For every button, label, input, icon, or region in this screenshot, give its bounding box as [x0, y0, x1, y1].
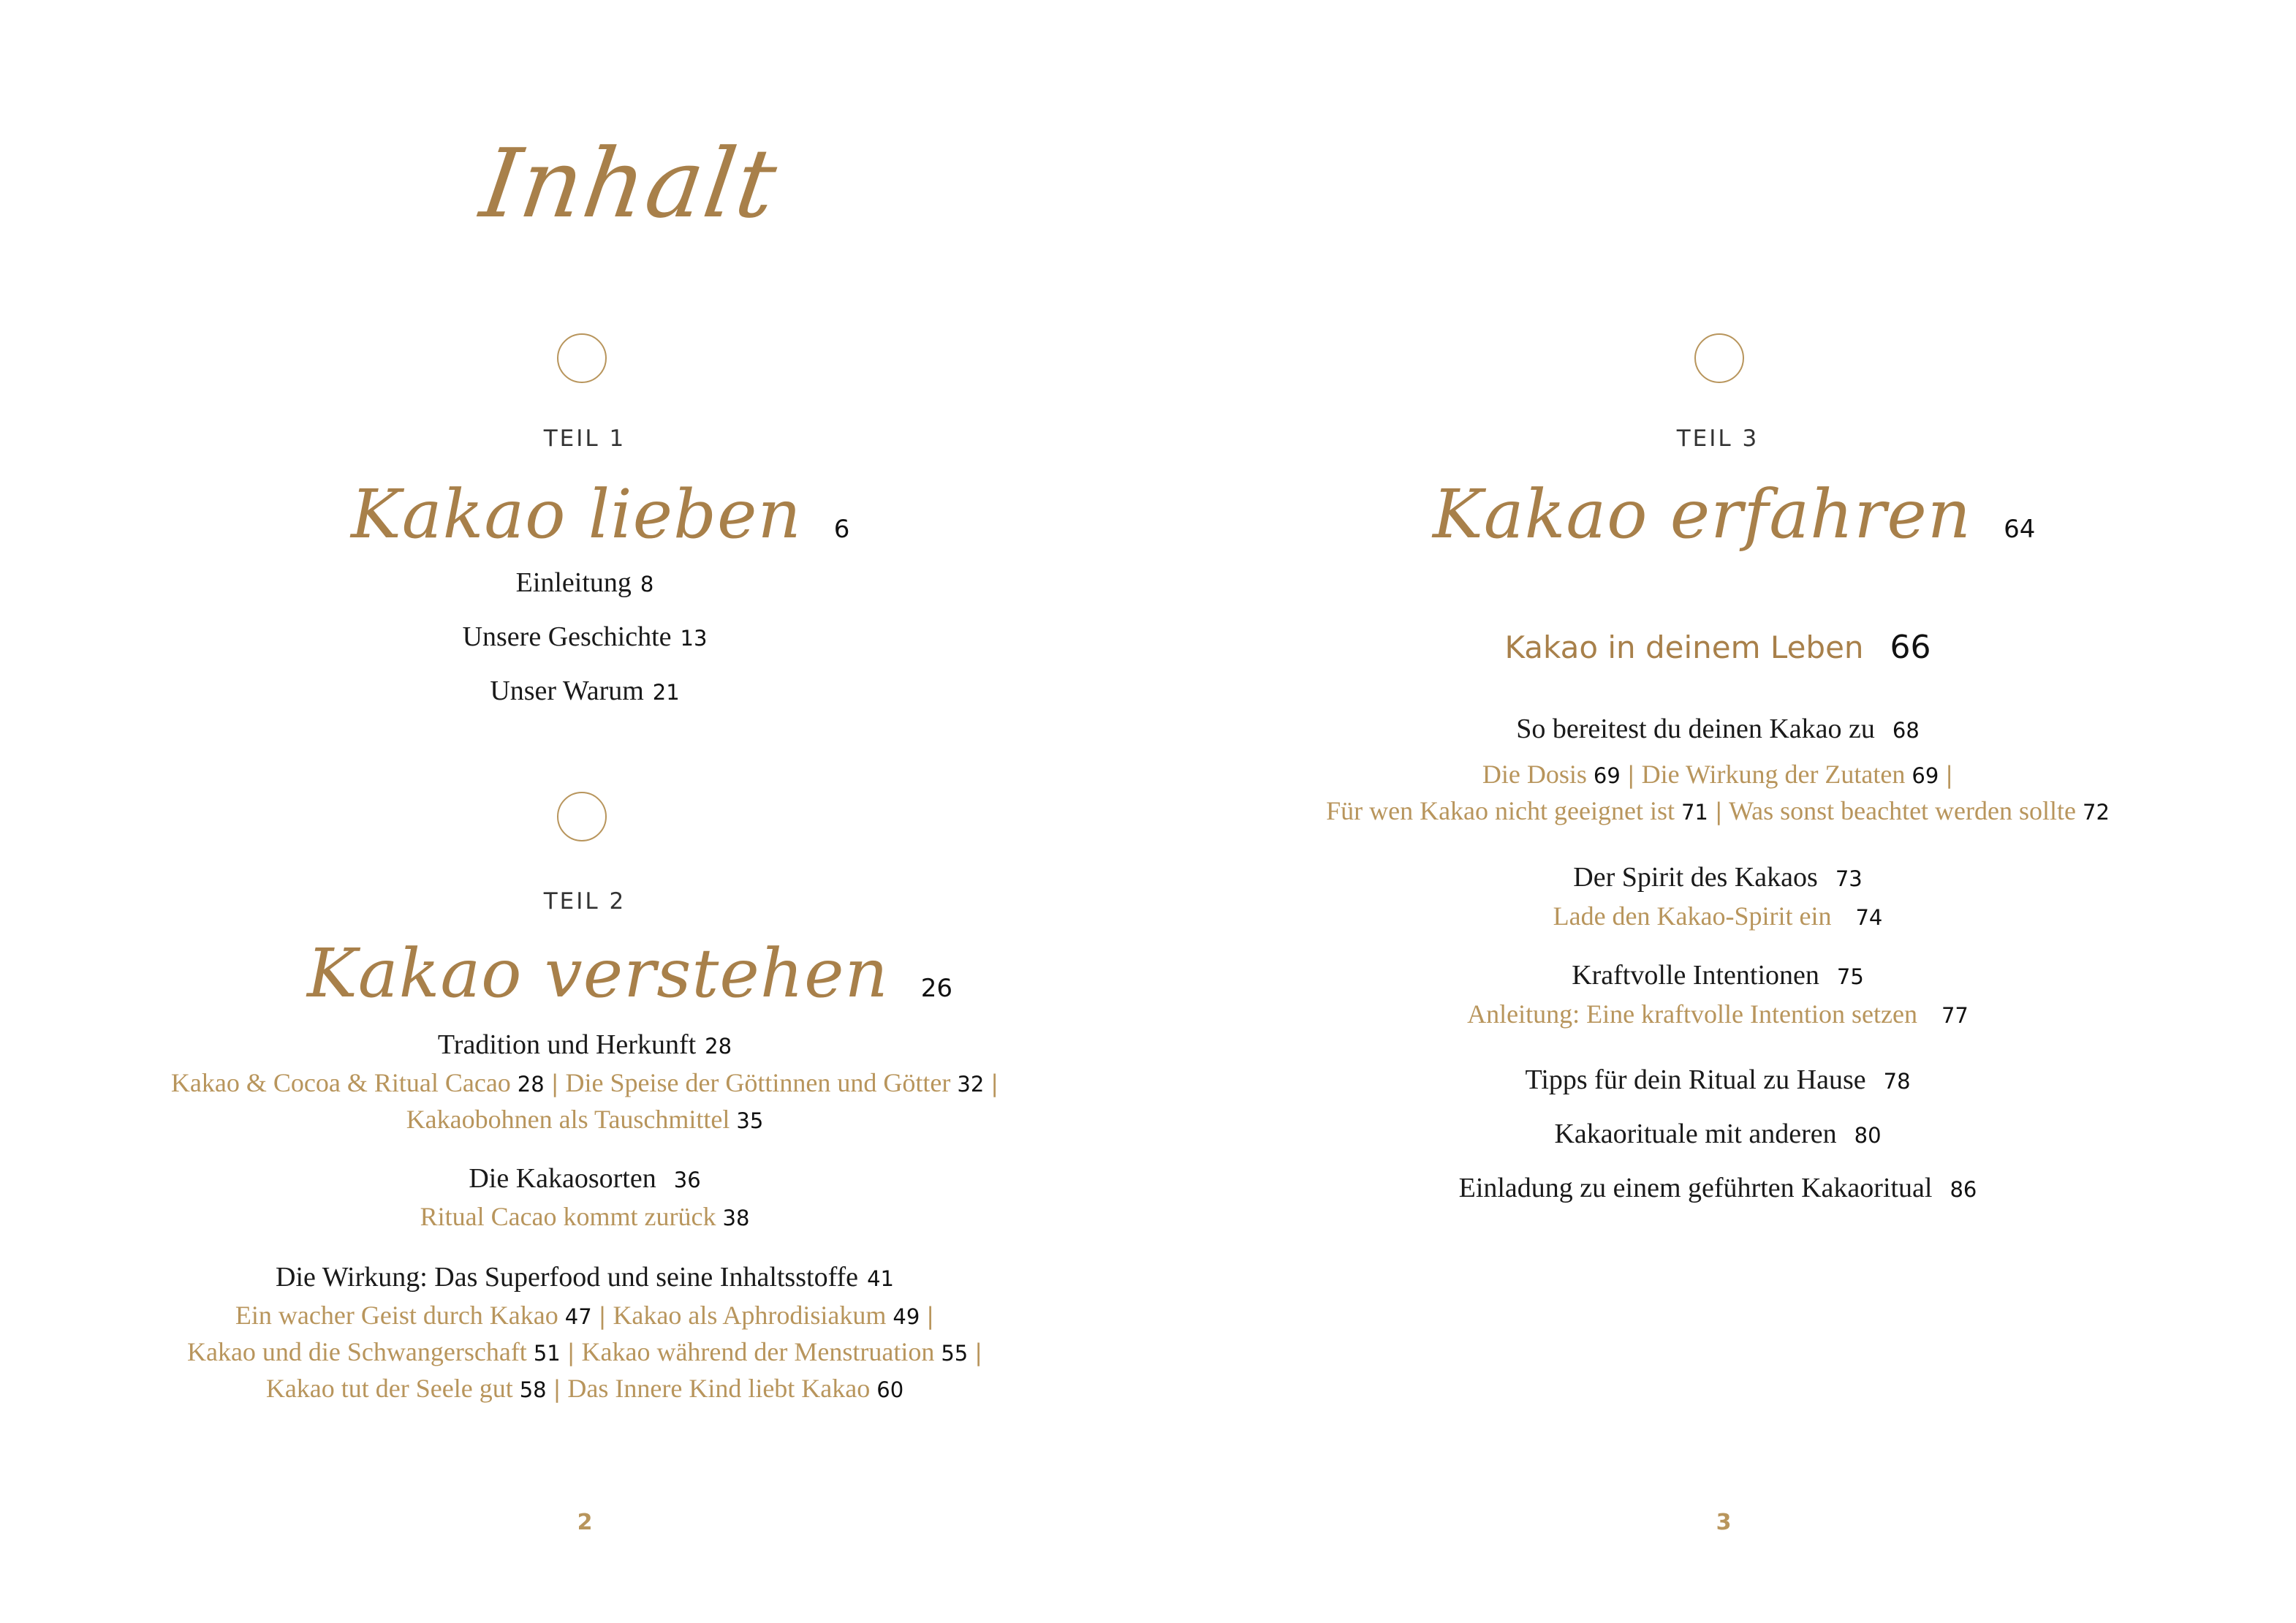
- entry-page: 8: [640, 572, 654, 597]
- subentry-page: 58: [519, 1377, 547, 1402]
- subentry-label[interactable]: Kakao als Aphrodisiakum: [613, 1301, 887, 1330]
- subentry-label[interactable]: Die Speise der Göttinnen und Götter: [565, 1068, 951, 1097]
- toc-entry[interactable]: [1389, 713, 2047, 745]
- section-page: 66: [1890, 629, 1931, 666]
- subentry-label[interactable]: Ritual Cacao kommt zurück: [420, 1202, 716, 1231]
- circle-ornament: [557, 792, 607, 841]
- subentry-page: 69: [1593, 763, 1621, 788]
- toc-entry[interactable]: [1389, 959, 2047, 991]
- separator: |: [598, 1302, 607, 1330]
- part-page: 26: [920, 974, 953, 1003]
- page-number: 2: [577, 1510, 593, 1535]
- section-label: Kakao in deinem Leben: [1504, 629, 1864, 665]
- subentry-page: 71: [1681, 800, 1708, 825]
- subentry-page: 51: [533, 1341, 561, 1366]
- subentry-label[interactable]: Anleitung: Eine kraftvolle Intention setzen: [1467, 999, 1917, 1029]
- subentry-page: 60: [876, 1377, 904, 1402]
- toc-entry[interactable]: [292, 567, 877, 599]
- part-heading: [307, 934, 953, 1013]
- separator: |: [567, 1339, 575, 1366]
- subentry-label[interactable]: Kakaobohnen als Tauschmittel: [406, 1105, 730, 1134]
- subentry-label[interactable]: Lade den Kakao-Spirit ein: [1553, 901, 1832, 931]
- toc-entry[interactable]: [292, 1029, 877, 1061]
- separator: |: [926, 1302, 935, 1330]
- subentry-page: 47: [564, 1304, 592, 1329]
- subentry-page: 74: [1855, 905, 1883, 930]
- entry-label: Einladung zu einem geführten Kakaoritual: [1458, 1173, 1933, 1203]
- toc-entry[interactable]: [1316, 1172, 2120, 1204]
- circle-ornament: [557, 333, 607, 383]
- circle-ornament: [1694, 333, 1744, 383]
- subentry-page: 49: [893, 1304, 920, 1329]
- subentry-label[interactable]: Die Wirkung der Zutaten: [1641, 760, 1906, 789]
- entry-label: Tradition und Herkunft: [437, 1029, 697, 1060]
- entry-page: 13: [680, 626, 708, 651]
- entry-page: 86: [1950, 1177, 1977, 1202]
- subentry-label[interactable]: Kakao und die Schwangerschaft: [186, 1337, 527, 1366]
- subentry-label[interactable]: Die Dosis: [1482, 760, 1587, 789]
- entry-label: Der Spirit des Kakaos: [1573, 862, 1818, 893]
- entry-label: Die Wirkung: Das Superfood und seine Inhaltsstoffe: [276, 1262, 859, 1293]
- entry-page: 36: [673, 1168, 701, 1192]
- entry-label: Die Kakaosorten: [469, 1163, 656, 1194]
- entry-label: Kraftvolle Intentionen: [1572, 960, 1819, 991]
- subentry-page: 28: [517, 1072, 545, 1097]
- entry-label: Kakaorituale mit anderen: [1554, 1119, 1837, 1149]
- separator: |: [990, 1070, 999, 1097]
- toc-subentries: [110, 1373, 1060, 1404]
- subentry-label[interactable]: Kakao während der Menstruation: [581, 1337, 935, 1366]
- subentry-label[interactable]: Kakao & Cocoa & Ritual Cacao: [170, 1068, 511, 1097]
- page-number: 3: [1716, 1510, 1732, 1535]
- contents-title: Inhalt: [474, 128, 784, 239]
- toc-subentries: [110, 1201, 1060, 1232]
- subentry-label[interactable]: Für wen Kakao nicht geeignet ist: [1326, 796, 1675, 825]
- entry-label: Einleitung: [515, 567, 632, 598]
- subentry-label[interactable]: Was sonst beachtet werden sollte: [1729, 796, 2076, 825]
- separator: |: [1626, 761, 1635, 789]
- part-title: Kakao erfahren: [1433, 475, 1972, 553]
- entry-label: So bereitest du deinen Kakao zu: [1516, 714, 1875, 744]
- entry-page: 41: [867, 1266, 894, 1291]
- entry-page: 21: [652, 680, 680, 705]
- entry-page: 28: [705, 1034, 732, 1059]
- toc-subentries: [110, 1300, 1060, 1331]
- toc-subentries: [1389, 901, 2047, 931]
- entry-page: 75: [1836, 964, 1864, 989]
- toc-entry[interactable]: [1389, 1118, 2047, 1150]
- part-page: 64: [2004, 515, 2036, 544]
- part-label: TEIL 2: [543, 888, 626, 915]
- entry-page: 78: [1883, 1069, 1911, 1094]
- part-title: Kakao verstehen: [307, 934, 889, 1013]
- toc-subentries: [110, 1336, 1060, 1367]
- part-label: TEIL 1: [543, 425, 626, 452]
- toc-entry[interactable]: [292, 1162, 877, 1195]
- toc-subentries: [1243, 759, 2193, 790]
- entry-label: Unser Warum: [490, 676, 644, 706]
- toc-subentries: [110, 1067, 1060, 1098]
- part-heading: [1433, 475, 2036, 553]
- subentry-page: 72: [2083, 800, 2110, 825]
- subentry-label[interactable]: Kakao tut der Seele gut: [265, 1374, 513, 1403]
- toc-subentries: [110, 1104, 1060, 1135]
- subentry-label[interactable]: Das Innere Kind liebt Kakao: [567, 1374, 871, 1403]
- part-title: Kakao lieben: [351, 475, 802, 553]
- toc-entry[interactable]: [1389, 861, 2047, 893]
- separator: |: [974, 1339, 983, 1366]
- part-heading: [351, 475, 850, 553]
- section-heading[interactable]: [1389, 629, 2047, 666]
- subentry-page: 55: [941, 1341, 969, 1366]
- entry-label: Tipps für dein Ritual zu Hause: [1525, 1064, 1866, 1095]
- toc-entry[interactable]: [292, 675, 877, 707]
- subentry-page: 38: [722, 1206, 750, 1230]
- part-page: 6: [833, 515, 850, 544]
- part-label: TEIL 3: [1676, 425, 1759, 452]
- toc-entry[interactable]: [1389, 1064, 2047, 1096]
- subentry-label[interactable]: Ein wacher Geist durch Kakao: [235, 1301, 558, 1330]
- entry-page: 80: [1854, 1123, 1882, 1148]
- subentry-page: 69: [1912, 763, 1939, 788]
- toc-entry[interactable]: [110, 1261, 1060, 1293]
- subentry-page: 35: [736, 1108, 764, 1133]
- separator: |: [1714, 798, 1723, 825]
- toc-subentries: [1243, 795, 2193, 826]
- separator: |: [550, 1070, 559, 1097]
- subentry-page: 77: [1941, 1003, 1969, 1028]
- separator: |: [553, 1375, 561, 1403]
- separator: |: [1945, 761, 1954, 789]
- entry-label: Unsere Geschichte: [462, 621, 672, 652]
- subentry-page: 32: [957, 1072, 985, 1097]
- entry-page: 68: [1892, 718, 1920, 743]
- toc-subentries: [1316, 999, 2120, 1029]
- entry-page: 73: [1835, 866, 1863, 891]
- toc-entry[interactable]: [292, 621, 877, 653]
